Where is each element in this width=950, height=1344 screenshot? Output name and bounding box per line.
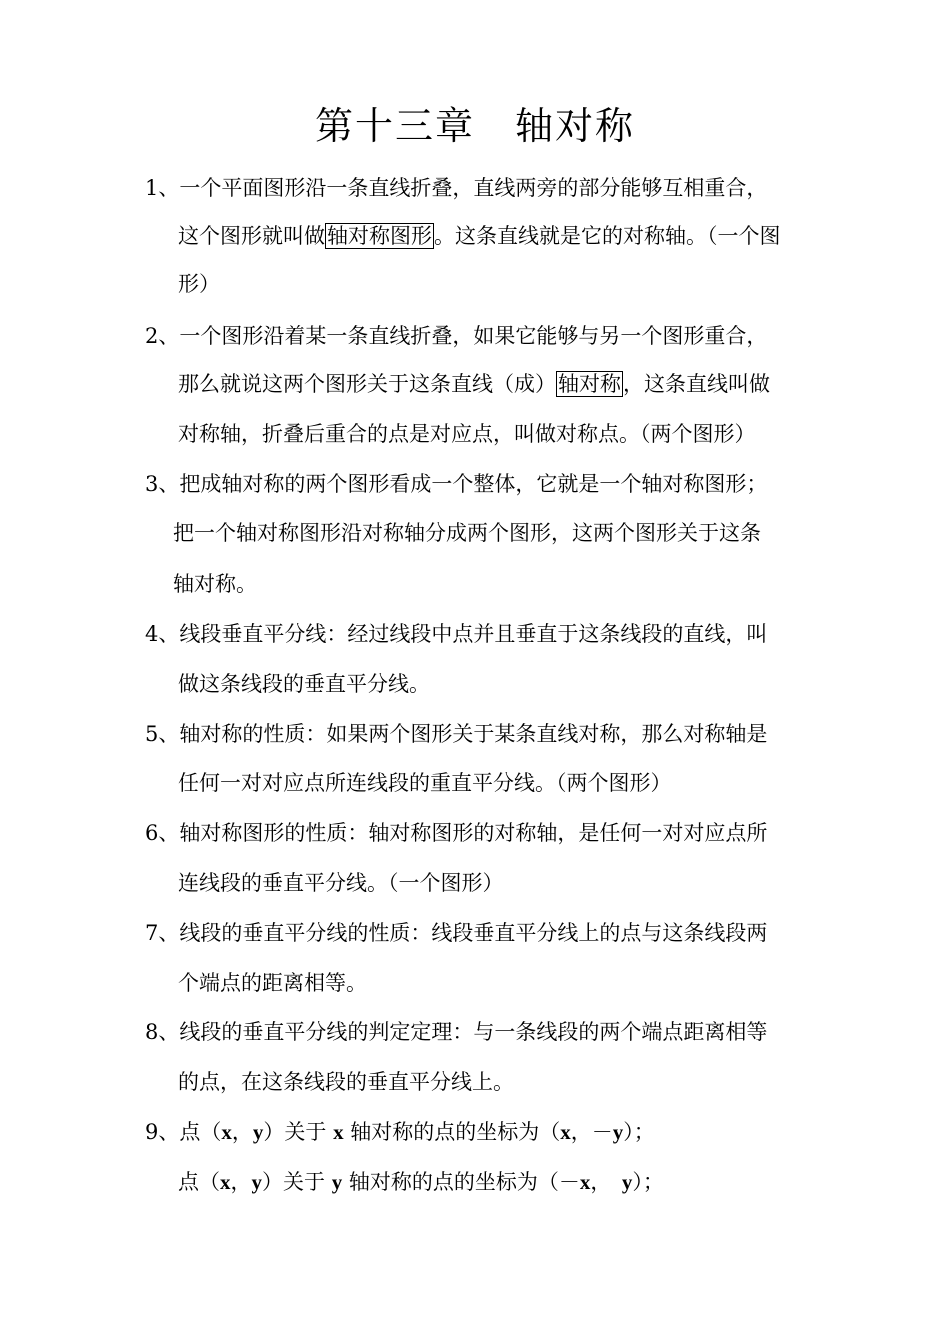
page-title: 第十三章 轴对称 (314, 104, 635, 148)
list-item (145, 170, 767, 206)
item-continuation (178, 218, 781, 254)
boxed-term: 轴对称图形 (327, 224, 432, 248)
var-y: y (252, 1120, 264, 1144)
item-text: 。这条直线就是它的对称轴。（一个图 (434, 224, 781, 248)
list-item (145, 815, 767, 851)
boxed-term: 轴对称 (558, 372, 621, 396)
item-text: ）； (623, 1120, 655, 1144)
var-y: y (251, 1170, 262, 1194)
item-continuation: 任何一对对应点所连线段的重直平分线。（两个图形） (178, 771, 672, 795)
var-y: y (612, 1120, 624, 1144)
var-x: x (579, 1170, 591, 1194)
item-text: 轴对称图形的性质：轴对称图形的对称轴，是任何一对对应点所 (179, 821, 768, 845)
item-text: 轴对称的性质：如果两个图形关于某条直线对称，那么对称轴是 (179, 722, 768, 746)
item-continuation (178, 1164, 664, 1200)
item-text: 一个平面图形沿一条直线折叠，直线两旁的部分能够互相重合， (179, 176, 768, 200)
list-item (145, 716, 767, 752)
var-y: y (621, 1170, 633, 1194)
item-continuation: 连线段的垂直平分线。（一个图形） (178, 871, 504, 895)
item-continuation: 把一个轴对称图形沿对称轴分成两个图形，这两个图形关于这条 (173, 521, 761, 545)
item-number: 7、 (145, 921, 180, 945)
item-text: 轴对称的点的坐标为（－ (348, 1170, 580, 1194)
item-number: 5、 (145, 722, 180, 746)
list-item (145, 616, 767, 652)
item-continuation: 轴对称。 (173, 572, 257, 596)
item-continuation: 做这条线段的垂直平分线。 (178, 672, 430, 696)
item-continuation: 的点，在这条线段的垂直平分线上。 (178, 1070, 514, 1094)
item-text: ）关于 (263, 1120, 327, 1144)
item-text: 轴对称的点的坐标为（ (350, 1120, 561, 1144)
item-text: 这个图形就叫做 (178, 224, 325, 248)
item-continuation: 形） (178, 272, 220, 296)
item-text: ， (230, 1170, 252, 1194)
item-text: 那么就说这两个图形关于这条直线（成） (178, 372, 556, 396)
item-text: ， (590, 1170, 622, 1194)
item-text: 线段的垂直平分线的性质：线段垂直平分线上的点与这条线段两 (179, 921, 768, 945)
item-number: 1、 (145, 176, 180, 200)
list-item (145, 1014, 767, 1050)
item-text: ，这条直线叫做 (623, 372, 770, 396)
item-text: ）关于 (262, 1170, 325, 1194)
item-number: 4、 (145, 622, 180, 646)
item-text: 线段的垂直平分线的判定定理：与一条线段的两个端点距离相等 (179, 1020, 768, 1044)
item-text: ）； (632, 1170, 664, 1194)
item-continuation: 对称轴，折叠后重合的点是对应点，叫做对称点。（两个图形） (178, 422, 756, 446)
item-text: ，－ (570, 1120, 613, 1144)
var-x: x (220, 1170, 231, 1194)
list-item (145, 915, 767, 951)
list-item (145, 318, 767, 354)
item-text: 点（ (179, 1120, 222, 1144)
list-item (145, 466, 767, 502)
axis-name: y (331, 1170, 343, 1194)
axis-name: x (333, 1120, 344, 1144)
item-number: 9、 (145, 1120, 180, 1144)
item-text: 点（ (178, 1170, 220, 1194)
item-number: 8、 (145, 1020, 180, 1044)
item-continuation (178, 366, 770, 402)
item-number: 3、 (145, 472, 180, 496)
item-continuation: 个端点的距离相等。 (178, 971, 367, 995)
item-number: 6、 (145, 821, 180, 845)
item-text: 把成轴对称的两个图形看成一个整体，它就是一个轴对称图形； (179, 472, 768, 496)
var-x: x (560, 1120, 571, 1144)
item-number: 2、 (145, 324, 180, 348)
item-text: ， (231, 1120, 253, 1144)
list-item (145, 1114, 655, 1150)
item-text: 线段垂直平分线：经过线段中点并且垂直于这条线段的直线，叫 (179, 622, 768, 646)
var-x: x (221, 1120, 232, 1144)
item-text: 一个图形沿着某一条直线折叠，如果它能够与另一个图形重合， (179, 324, 768, 348)
